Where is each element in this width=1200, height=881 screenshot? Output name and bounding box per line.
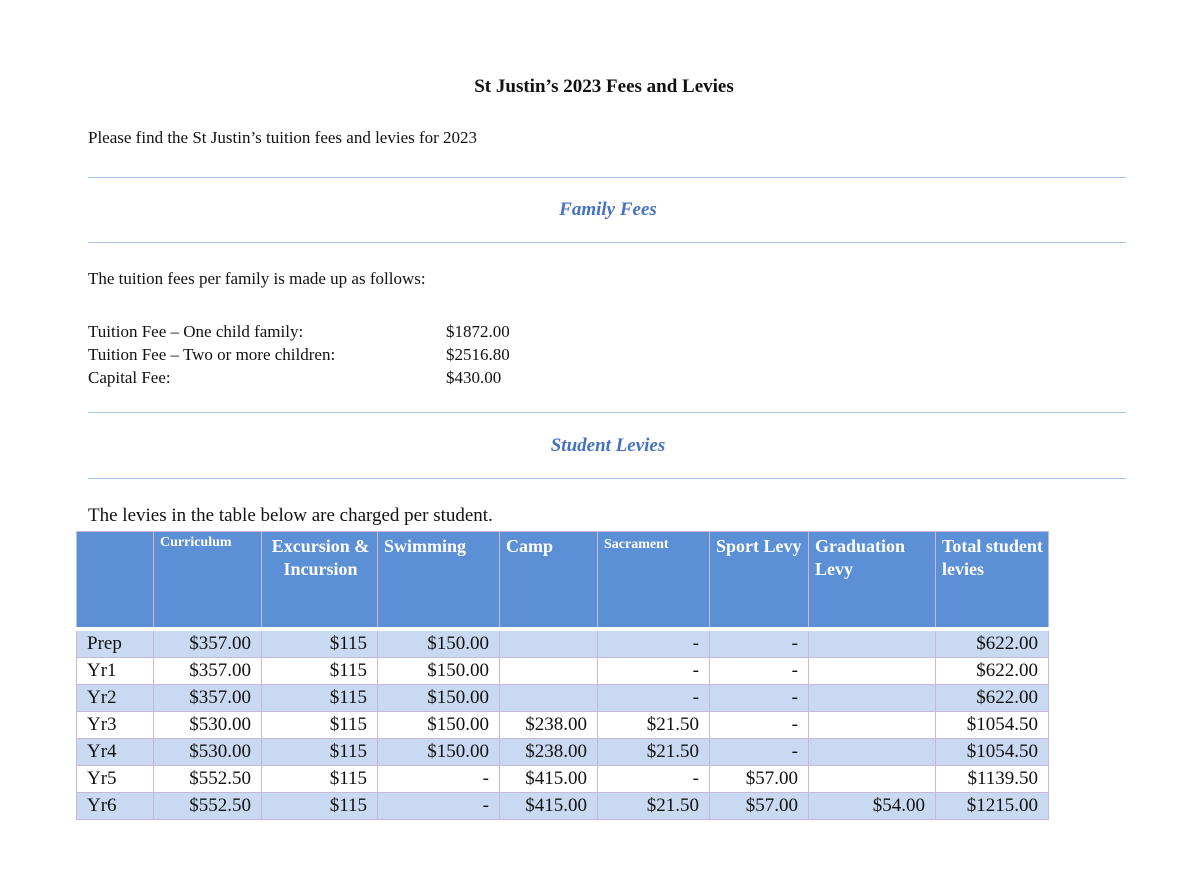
family-fees-description: The tuition fees per family is made up as follows:	[88, 269, 426, 288]
cell-sacrament: -	[598, 629, 710, 658]
fee-value-capital: $430.00	[446, 368, 502, 387]
header-curriculum: Curriculum	[154, 532, 262, 630]
page-title: St Justin’s 2023 Fees and Levies	[474, 76, 734, 97]
cell-year: Yr3	[77, 712, 154, 739]
cell-total: $622.00	[936, 629, 1049, 658]
divider	[88, 242, 1126, 243]
cell-sacrament: -	[598, 766, 710, 793]
cell-sport: -	[710, 685, 809, 712]
table-row	[77, 629, 1049, 658]
cell-swimming: $150.00	[378, 629, 500, 658]
header-sacrament: Sacrament	[598, 532, 710, 630]
header-total-student-levies: Total student levies	[936, 532, 1049, 630]
cell-year: Yr1	[77, 658, 154, 685]
header-graduation-levy: Graduation Levy	[809, 532, 936, 630]
cell-sport: -	[710, 712, 809, 739]
cell-camp	[500, 685, 598, 712]
cell-graduation	[809, 629, 936, 658]
divider	[88, 177, 1126, 178]
table-row	[77, 766, 1049, 793]
cell-year: Yr2	[77, 685, 154, 712]
cell-sport: -	[710, 658, 809, 685]
cell-curriculum: $530.00	[154, 712, 262, 739]
cell-total: $1054.50	[936, 712, 1049, 739]
table-row	[77, 793, 1049, 820]
cell-curriculum: $357.00	[154, 658, 262, 685]
fee-value-one-child: $1872.00	[446, 322, 510, 341]
cell-excursion: $115	[262, 739, 378, 766]
cell-excursion: $115	[262, 685, 378, 712]
cell-sport: $57.00	[710, 793, 809, 820]
cell-graduation	[809, 739, 936, 766]
cell-total: $1139.50	[936, 766, 1049, 793]
cell-total: $1054.50	[936, 739, 1049, 766]
fee-value-two-children: $2516.80	[446, 345, 510, 364]
cell-excursion: $115	[262, 629, 378, 658]
cell-camp	[500, 658, 598, 685]
cell-total: $622.00	[936, 685, 1049, 712]
divider	[88, 478, 1126, 479]
cell-swimming: $150.00	[378, 712, 500, 739]
table-row	[77, 685, 1049, 712]
cell-curriculum: $357.00	[154, 629, 262, 658]
cell-excursion: $115	[262, 658, 378, 685]
student-levies-description: The levies in the table below are charged per student.	[88, 505, 493, 526]
table-header-row	[77, 532, 1049, 630]
cell-camp: $238.00	[500, 712, 598, 739]
cell-total: $1215.00	[936, 793, 1049, 820]
cell-sacrament: -	[598, 685, 710, 712]
cell-total: $622.00	[936, 658, 1049, 685]
cell-curriculum: $357.00	[154, 685, 262, 712]
cell-year: Prep	[77, 629, 154, 658]
cell-camp: $415.00	[500, 793, 598, 820]
cell-year: Yr5	[77, 766, 154, 793]
cell-sacrament: $21.50	[598, 712, 710, 739]
cell-sacrament: -	[598, 658, 710, 685]
table-row	[77, 739, 1049, 766]
header-sport-levy: Sport Levy	[710, 532, 809, 630]
cell-curriculum: $552.50	[154, 793, 262, 820]
table-row	[77, 712, 1049, 739]
cell-sport: -	[710, 629, 809, 658]
header-year	[77, 532, 154, 630]
divider	[88, 412, 1126, 413]
cell-swimming: $150.00	[378, 685, 500, 712]
table-row	[77, 658, 1049, 685]
fee-label-two-children: Tuition Fee – Two or more children:	[88, 345, 336, 364]
cell-camp: $238.00	[500, 739, 598, 766]
cell-year: Yr4	[77, 739, 154, 766]
cell-curriculum: $552.50	[154, 766, 262, 793]
cell-swimming: $150.00	[378, 658, 500, 685]
cell-excursion: $115	[262, 766, 378, 793]
header-swimming: Swimming	[378, 532, 500, 630]
fee-label-capital: Capital Fee:	[88, 368, 171, 387]
cell-excursion: $115	[262, 712, 378, 739]
cell-sacrament: $21.50	[598, 739, 710, 766]
cell-graduation	[809, 658, 936, 685]
cell-swimming: -	[378, 766, 500, 793]
cell-curriculum: $530.00	[154, 739, 262, 766]
cell-swimming: -	[378, 793, 500, 820]
cell-camp	[500, 629, 598, 658]
cell-graduation	[809, 766, 936, 793]
header-camp: Camp	[500, 532, 598, 630]
cell-sport: -	[710, 739, 809, 766]
cell-year: Yr6	[77, 793, 154, 820]
student-levies-heading: Student Levies	[550, 435, 666, 456]
cell-swimming: $150.00	[378, 739, 500, 766]
cell-graduation: $54.00	[809, 793, 936, 820]
intro-text: Please find the St Justin’s tuition fees and levies for 2023	[88, 128, 478, 147]
family-fees-heading: Family Fees	[559, 199, 657, 220]
header-excursion-incursion: Excursion & Incursion	[262, 532, 378, 630]
fee-label-one-child: Tuition Fee – One child family:	[88, 322, 304, 341]
cell-graduation	[809, 712, 936, 739]
cell-sport: $57.00	[710, 766, 809, 793]
cell-camp: $415.00	[500, 766, 598, 793]
cell-excursion: $115	[262, 793, 378, 820]
cell-graduation	[809, 685, 936, 712]
levies-table	[76, 531, 1049, 820]
cell-sacrament: $21.50	[598, 793, 710, 820]
